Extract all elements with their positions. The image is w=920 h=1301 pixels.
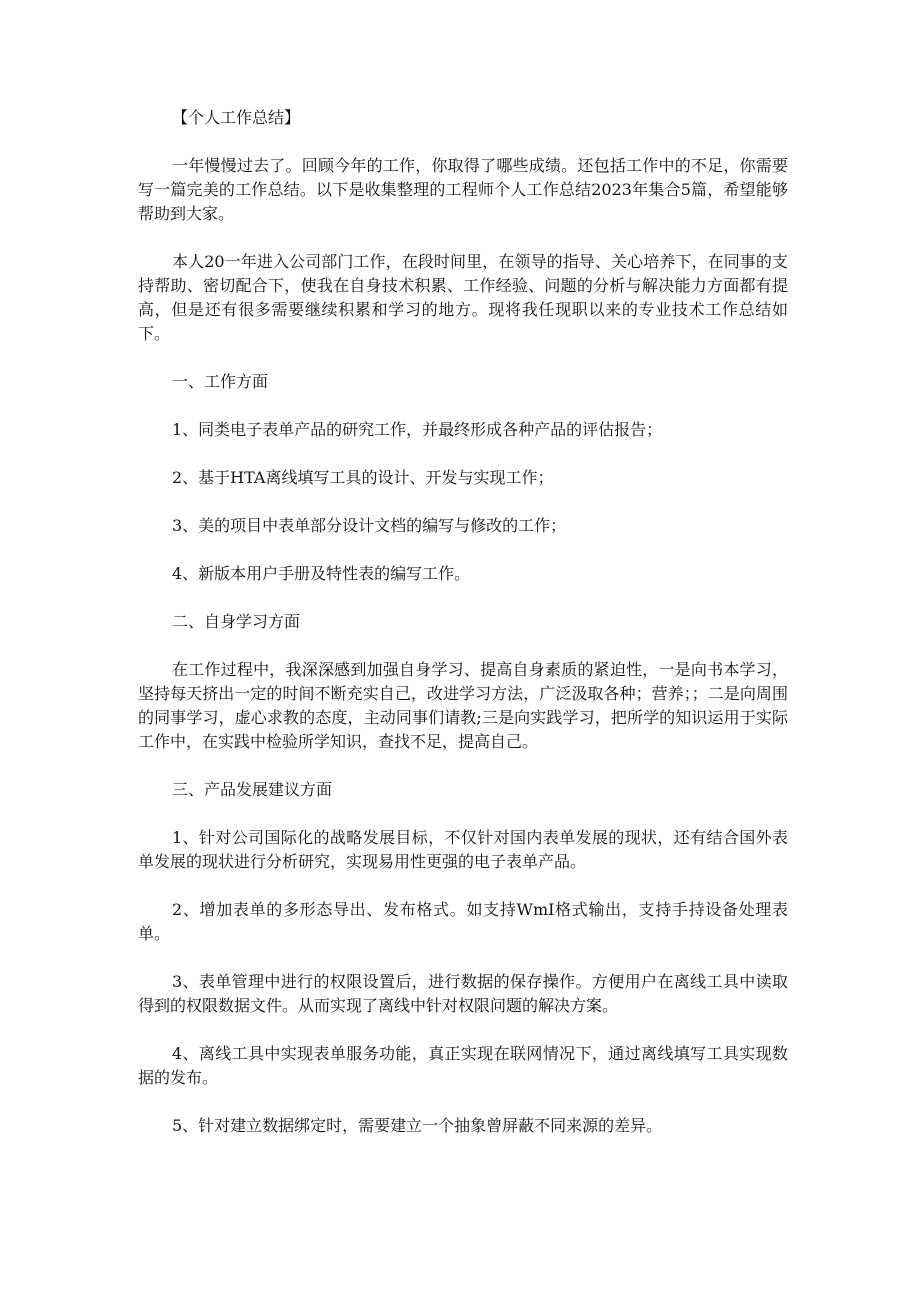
work-item-1: 1、同类电子表单产品的研究工作，并最终形成各种产品的评估报告； — [172, 420, 663, 439]
document-page — [138, 106, 788, 1162]
work-item-4: 4、新版本用户手册及特性表的编写工作。 — [172, 564, 471, 583]
section-heading-learning: 二、自身学习方面 — [172, 612, 301, 631]
suggestion-item-2: 2、增加表单的多形态导出、发布格式。如支持WmI格式输出，支持手持设备处理表单。 — [138, 900, 788, 943]
suggestion-item-4: 4、离线工具中实现表单服务功能，真正实现在联网情况下，通过离线填写工具实现数据的发布。 — [138, 1044, 788, 1087]
intro-paragraph: 一年慢慢过去了。回顾今年的工作，你取得了哪些成绩。还包括工作中的不足，你需要写一篇完美的工作总结。以下是收集整理的工程师个人工作总结2023年集合5篇，希望能够帮助到大家。 — [138, 156, 788, 223]
section-heading-suggestions: 三、产品发展建议方面 — [172, 780, 333, 799]
work-item-2: 2、基于HTA离线填写工具的设计、开发与实现工作； — [172, 468, 554, 487]
background-paragraph: 本人20一年进入公司部门工作，在段时间里，在领导的指导、关心培养下，在同事的支持帮助、密切配合下，使我在自身技术积累、工作经验、问题的分析与解决能力方面都有提高，但是还有很多需要继续积累和学习的地方。现将我任现职以来的专业技术工作总结如下。 — [138, 252, 788, 343]
suggestion-item-3: 3、表单管理中进行的权限设置后，进行数据的保存操作。方便用户在离线工具中读取得到的权限数据文件。从而实现了离线中针对权限问题的解决方案。 — [138, 972, 788, 1015]
learning-paragraph: 在工作过程中，我深深感到加强自身学习、提高自身素质的紧迫性，一是向书本学习，坚持每天挤出一定的时间不断充实自己，改进学习方法，广泛汲取各种；营养；；二是向周围的同事学习，虚心求教的态度，主动同事们请教;三是向实践学习，把所学的知识运用于实际工作中，在实践中检验所学知识，查找不足，提高自己。 — [138, 660, 788, 751]
section-heading-work: 一、工作方面 — [172, 372, 269, 391]
document-title: 【个人工作总结】 — [172, 108, 301, 127]
suggestion-item-1: 1、针对公司国际化的战略发展目标，不仅针对国内表单发展的现状，还有结合国外表单发展的现状进行分析研究，实现易用性更强的电子表单产品。 — [138, 828, 788, 871]
work-item-3: 3、美的项目中表单部分设计文档的编写与修改的工作； — [172, 516, 567, 535]
suggestion-item-5: 5、针对建立数据绑定时，需要建立一个抽象曾屏蔽不同来源的差异。 — [172, 1116, 663, 1135]
